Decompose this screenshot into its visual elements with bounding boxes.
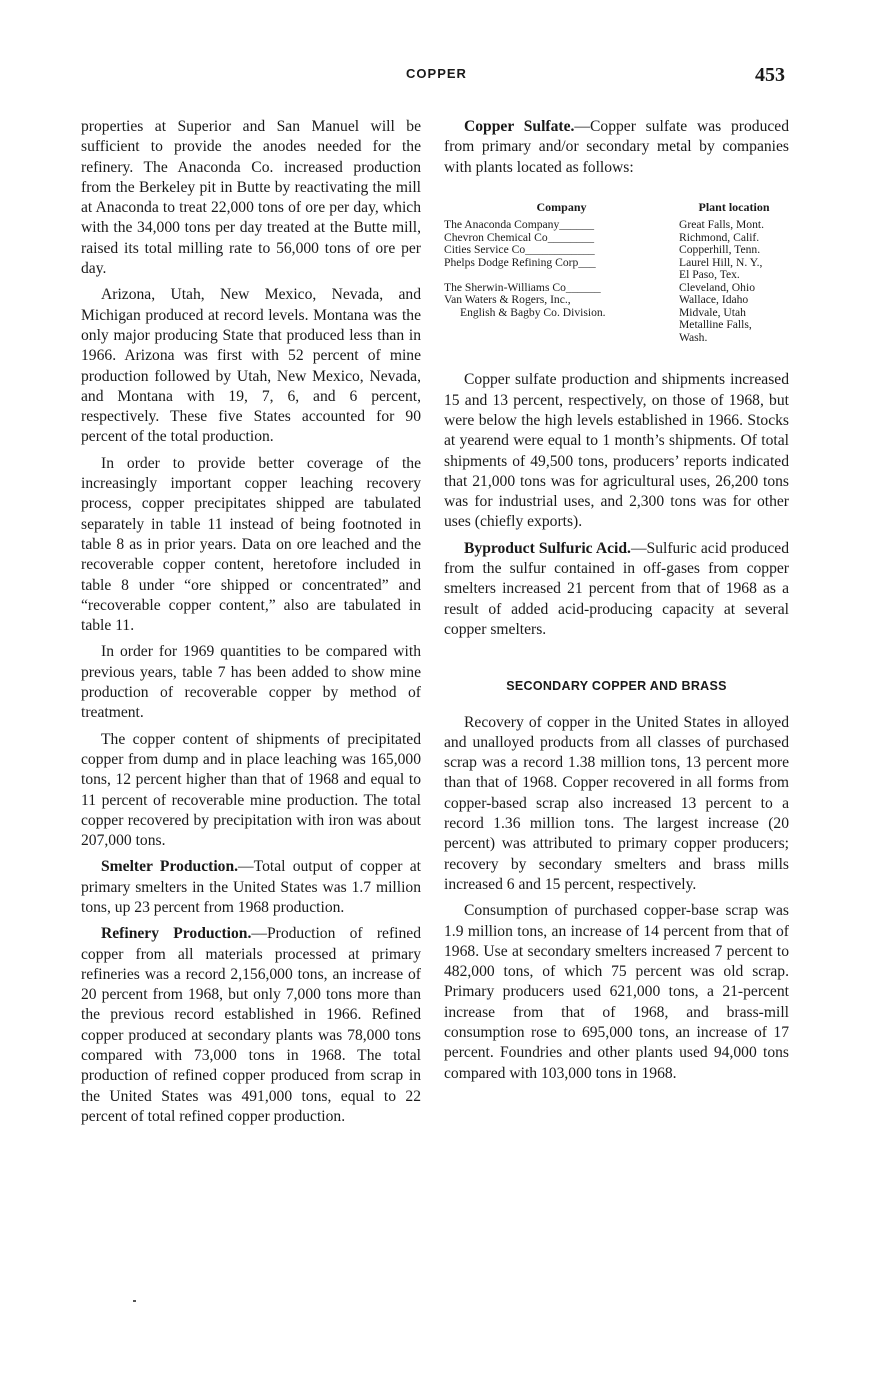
paragraph: Consumption of purchased copper-base scrap was 1.9 million tons, an increase of 14 percent from that of 1968. Use at secondary smelters increased 7 percent to 482,000 tons, of which 75 percent was old scrap. Primary producers used 621,000 tons, a 21-percent increase from that of 1968, and brass-mill consumption rose to 695,000 tons, an increase of 17 percent. Foundries and other plants used 94,000 tons compared with 103,000 tons in 1968. bbox=[444, 902, 789, 1082]
paragraph: Arizona, Utah, New Mexico, Nevada, and Michigan produced at record levels. Montana was the only major producing State that produced less than in 1966. Arizona was first with 52 percent of mine production followed by Utah, New Mexico, Nevada, and Montana with 19, 7, 6, and 6 percent, respectively. These five States accounted for 90 percent of the total production. bbox=[81, 286, 421, 446]
plant-location: Wallace, Idaho bbox=[679, 293, 749, 307]
column-header-company: Company bbox=[536, 199, 587, 214]
run-in-heading: Byproduct Sulfuric Acid. bbox=[464, 539, 631, 557]
run-in-heading: Refinery Production. bbox=[101, 925, 252, 943]
paragraph-body: —Total output of copper at primary smelters in the United States was 1.7 million tons, up 23 percent from 1968 production. bbox=[81, 858, 421, 916]
company-name: The Anaconda Company bbox=[444, 218, 560, 232]
table-row bbox=[444, 319, 789, 332]
paragraph: Recovery of copper in the United States in alloyed and unalloyed products from all classes of purchased scrap was a record 1.38 million tons, 13 percent more than that of 1968. Copper recovered in all forms from copper-based scrap also increased 13 percent to a record 1.36 million tons. The largest increase (20 percent) was attributed to primary copper producers; recovery by secondary smelters and brass mills increased 6 and 15 percent, respectively. bbox=[444, 713, 789, 893]
plant-location: Great Falls, Mont. bbox=[679, 218, 765, 232]
leader-dots: ______ bbox=[559, 218, 595, 232]
paragraph-smelter bbox=[81, 857, 421, 918]
company-name: Cities Service Co bbox=[444, 243, 526, 257]
paragraph: Copper sulfate production and shipments increased 15 and 13 percent, respectively, on those of 1968, but were below the high levels established in 1966. Stocks at yearend were equal to 1 month’s shipments. Of total shipments of 49,500 tons, producers’ reports indicated that 21,000 tons was for agricultural uses, 26,200 tons was for industrial uses, and 2,300 tons was for other uses (chiefly exports). bbox=[444, 371, 789, 531]
right-column bbox=[444, 117, 789, 1090]
table-row bbox=[444, 332, 789, 345]
plant-location: Wash. bbox=[679, 330, 708, 344]
page-number: 453 bbox=[755, 64, 785, 86]
company-name: The Sherwin-Williams Co bbox=[444, 280, 566, 294]
paragraph-body: —Copper sulfate was produced from primary and/or secondary metal by companies with plants located as follows: bbox=[444, 118, 790, 176]
leader-dots: ___ bbox=[578, 255, 596, 269]
plant-location: El Paso, Tex. bbox=[679, 268, 740, 282]
leader-dots: ________ bbox=[547, 230, 595, 244]
paragraph-body: —Sulfuric acid produced from the sulfur contained in off-gases from copper smelters increased 21 percent from that of 1968 as a result of added acid-producing capacity at several copper smelters. bbox=[444, 539, 789, 638]
paragraph-body: —Production of refined copper from all materials processed at primary refineries was a record 2,156,000 tons, an increase of 20 percent from 1968, but only 7,000 tons more than the previous record established in 1966. Refined copper produced at secondary plants was 78,000 tons compared with 73,000 tons in 1968. The total production of refined copper produced from scrap in the United States was 491,000 tons, equal to 22 percent of total refined copper production. bbox=[81, 925, 421, 1125]
leader-dots: ______ bbox=[565, 280, 601, 294]
company-name: Van Waters & Rogers, Inc., bbox=[444, 293, 571, 307]
plant-location: Metalline Falls, bbox=[679, 318, 752, 332]
copper-sulfate-producers-table bbox=[444, 200, 789, 345]
run-in-heading: Copper Sulfate. bbox=[464, 118, 575, 135]
section-heading: SECONDARY COPPER AND BRASS bbox=[506, 679, 727, 694]
paragraph-copper-sulfate bbox=[444, 117, 789, 178]
paragraph: In order for 1969 quantities to be compared with previous years, table 7 has been added to show mine production of recoverable copper by method of treatment. bbox=[81, 643, 421, 722]
leader-dots: ____________ bbox=[525, 243, 595, 257]
paragraph-refinery bbox=[81, 924, 421, 1127]
column-header-plant-location: Plant location bbox=[698, 199, 770, 214]
paragraph: The copper content of shipments of precipitated copper from dump and in place leaching was 165,000 tons, 12 percent higher than that of 1968 and equal to 11 percent of recoverable mine production. The total copper recovered by precipitation with iron was about 207,000 tons. bbox=[81, 730, 421, 850]
paragraph: In order to provide better coverage of the increasingly important copper leaching recovery process, copper precipitates shipped are tabulated separately in table 11 instead of being footnoted in table 8 as in prior years. Data on ore leached and the recoverable copper content, heretofore included in table 8 under “ore shipped or concentrated” and “recoverable copper content,” also are tabulated in table 11. bbox=[81, 454, 421, 635]
company-name: English & Bagby Co. Division. bbox=[460, 305, 606, 319]
company-name: Chevron Chemical Co bbox=[444, 230, 548, 244]
plant-location: Copperhill, Tenn. bbox=[679, 243, 761, 257]
company-name: Phelps Dodge Refining Corp bbox=[444, 255, 579, 269]
plant-location: Laurel Hill, N. Y., bbox=[679, 255, 763, 269]
running-title: COPPER bbox=[406, 66, 467, 81]
run-in-heading: Smelter Production. bbox=[101, 858, 239, 876]
plant-location: Midvale, Utah bbox=[679, 305, 746, 319]
plant-location: Richmond, Calif. bbox=[679, 230, 760, 244]
print-speck bbox=[133, 1300, 136, 1302]
plant-location: Cleveland, Ohio bbox=[679, 280, 755, 294]
paragraph: properties at Superior and San Manuel will be sufficient to provide the anodes needed for the refinery. The Anaconda Co. increased production from the Berkeley pit in Butte by reactivating the mill at Anaconda to treat 22,000 tons of ore per day, which with the 34,000 tons per day treated at the Butte mill, raised its total milling rate to 56,000 tons of ore per day. bbox=[81, 118, 421, 278]
left-column bbox=[81, 117, 421, 1133]
paragraph-sulfuric-acid bbox=[444, 539, 789, 640]
